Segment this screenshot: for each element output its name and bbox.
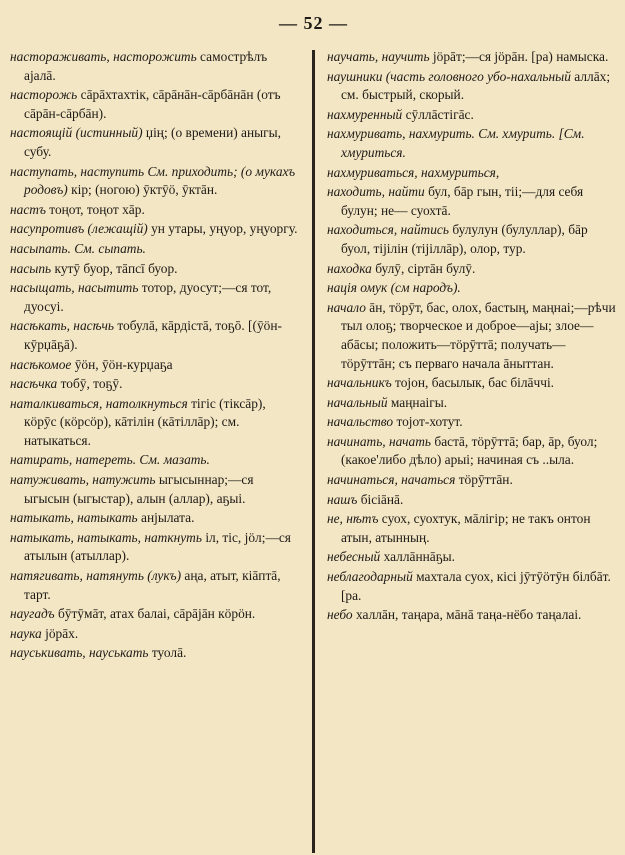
entry-translation: јӧрāх. xyxy=(45,625,79,641)
entry-translation: халлāннāҕы. xyxy=(383,549,455,565)
entry-translation: самострѣлъ ајалā. xyxy=(24,49,268,83)
entry-headword: находка xyxy=(326,260,372,276)
entry-translation: махтала суох, кiсi јӯтӯӧтӯн бiлбāт. [ра. xyxy=(340,569,611,603)
entry-headword: насыпь xyxy=(10,260,52,276)
entry-translation: кiр; (ногою) ӯктӯӧ, ӯктāн. xyxy=(71,182,218,198)
entry-translation: ыгысыннар;—ся ыгысын (ыгыстар), алын (аллар), аҕыі. xyxy=(24,472,254,506)
dictionary-entry xyxy=(327,48,617,67)
entry-translation: тојот-хотут. xyxy=(396,414,463,430)
dictionary-entry xyxy=(10,356,300,375)
entry-headword: насторожь xyxy=(10,87,78,103)
entry-translation: iл, тiс, јӧл;—ся атылын (атыллар). xyxy=(24,529,291,564)
entry-translation: аллāх; см. быстрый, скорый. xyxy=(340,68,611,103)
dictionary-entry xyxy=(10,124,300,161)
dictionary-entry xyxy=(10,220,300,239)
entry-translation: ӯӧн, ӯӧн-курџаҕа xyxy=(74,356,173,372)
dictionary-entry xyxy=(10,48,300,85)
entry-translation: тiгiс (тiксāр), кӧрӯс (кӧрсӧр), кāтiлiн (кāтiллāр); см. натыкаться. xyxy=(24,395,266,448)
entry-headword: неблагодарный xyxy=(326,569,413,585)
entry-headword: начальникъ xyxy=(326,375,392,391)
entry-translation: јӧрāт;—ся јӧрāн. [ра) намыска. xyxy=(432,49,609,64)
dictionary-entry xyxy=(10,644,300,663)
entry-headword: находиться, найтись xyxy=(326,222,449,238)
entry-headword: находить, найти xyxy=(326,184,425,200)
page-number: — 52 — xyxy=(279,13,348,33)
entry-translation: āн, тӧрӯт, бас, олох, бастың, маңнаі;—рѣчи тыл олоҕ; творческое и доброе—ајы; злое—абāсы; положить—тӧрӯттā; получать—тӧрӯттāн; съ перваго начала āныттан. xyxy=(340,299,616,371)
entry-translation: анјылата. xyxy=(141,510,195,526)
entry-translation: маңнаігы. xyxy=(390,394,448,410)
entry-headword: натягивать, натянуть (лукъ) xyxy=(10,568,182,584)
entry-translation: тојон, басылык, бас бiлāччi. xyxy=(395,375,555,391)
dictionary-entry xyxy=(10,509,300,528)
dictionary-entry xyxy=(327,433,617,470)
dictionary-entry xyxy=(327,394,617,413)
dictionary-entry xyxy=(10,86,300,123)
entry-headword: насѣчка xyxy=(10,376,58,392)
entry-headword: наступать, наступить См. приходить; (о мукахъ родовъ) xyxy=(10,163,296,198)
dictionary-entry xyxy=(10,201,300,220)
entry-translation: џiң; (о времени) аныгы, субу. xyxy=(24,125,281,159)
entry-headword: начальство xyxy=(326,414,394,430)
entry-headword: начальный xyxy=(326,394,388,410)
entry-headword: небо xyxy=(326,607,353,623)
entry-headword: не, нѣтъ xyxy=(326,511,379,527)
entry-headword: научать, научить xyxy=(326,49,430,64)
dictionary-entry xyxy=(327,106,617,125)
entry-headword: настораживать, насторожить xyxy=(10,49,197,64)
dictionary-entry xyxy=(327,374,617,393)
entry-headword: небесный xyxy=(326,549,381,565)
entry-translation: бул, бāр гын, тiі;—для себя булун; не— суохтā. xyxy=(340,184,584,218)
dictionary-entry xyxy=(327,568,617,605)
dictionary-entry xyxy=(327,510,617,547)
entry-headword: насупротивъ (лежащій) xyxy=(10,221,148,237)
entry-translation: булӯ, сiртāн булӯ. xyxy=(375,260,476,276)
dictionary-entry xyxy=(10,240,300,259)
dictionary-entry xyxy=(327,221,617,258)
entry-translation: бӯтӯмāт, атах балаі, сāрāјāн кӧрӧн. xyxy=(57,606,256,622)
dictionary-entry xyxy=(10,567,300,604)
dictionary-entry xyxy=(10,529,300,566)
dictionary-entry xyxy=(327,183,617,220)
dictionary-entry xyxy=(10,605,300,624)
entry-headword: нахмуриваться, нахмуриться, xyxy=(326,164,500,180)
entry-headword: натуживать, натужить xyxy=(10,472,156,488)
entry-headword: насѣкать, насѣчь xyxy=(10,318,114,334)
entry-translation: ун утары, уңуор, уңуоргу. xyxy=(151,221,298,237)
dictionary-entry xyxy=(10,163,300,200)
entry-translation: тоңот, тоңот хāр. xyxy=(49,201,145,217)
entry-translation: халлāн, таңара, мāнā таңа-нёбо таңалаі. xyxy=(355,607,582,623)
entry-translation: сӯллāстiгāс. xyxy=(405,106,474,122)
entry-headword: наталкиваться, натолкнуться xyxy=(10,395,188,411)
dictionary-entry xyxy=(327,68,617,105)
dictionary-entry xyxy=(327,164,617,183)
dictionary-entry xyxy=(327,471,617,490)
entry-headword: начинаться, начаться xyxy=(326,472,456,488)
dictionary-entry xyxy=(10,451,300,470)
entry-translation: кутӯ буор, тāпсī буор. xyxy=(54,260,178,276)
entry-headword: науськивать, науськать xyxy=(10,645,149,661)
entry-translation: тобулā, кāрдiстā, тоҕō. [(ӯӧн-кӯрџāҕā). xyxy=(24,318,282,352)
entry-headword: нахмуривать, нахмурить. См. хмурить. [См. хмуриться. xyxy=(326,126,585,160)
entry-translation: аңа, атыт, кiāптā, тарт. xyxy=(24,568,281,602)
dictionary-entry xyxy=(10,279,300,316)
entry-headword: наушники (часть головного убо-нахальный xyxy=(326,68,571,84)
dictionary-entry xyxy=(327,491,617,510)
entry-translation: сāрāхтахтiк, сāрāнāн-сāрбāнāн (отъ сāрāн-сāрбāн). xyxy=(24,87,281,121)
entry-translation: бiсiāнā. xyxy=(360,491,404,507)
entry-headword: нахмуренный xyxy=(326,106,403,122)
entry-headword: нація омук (см народъ). xyxy=(326,280,461,296)
columns xyxy=(10,48,617,853)
entry-translation: тотор, дуосут;—ся тот, дуосуі. xyxy=(24,280,272,314)
entry-headword: насыпать. См. сыпать. xyxy=(10,240,146,256)
entry-translation: тобӯ, тоҕӯ. xyxy=(60,376,123,392)
entry-headword: нашъ xyxy=(326,491,358,507)
entry-headword: настъ xyxy=(10,201,46,217)
entry-headword: натирать, натереть. См. мазать. xyxy=(10,452,210,468)
entry-headword: настоящій (истинный) xyxy=(10,125,143,141)
dictionary-entry xyxy=(10,471,300,508)
dictionary-entry xyxy=(327,548,617,567)
dictionary-entry xyxy=(327,299,617,373)
entry-headword: начинать, начать xyxy=(326,433,432,449)
entry-headword: наука xyxy=(10,625,42,641)
entry-headword: насѣкомое xyxy=(10,356,72,372)
entry-translation: суох, суохтук, мāлiгiр; не такъ онтон атын, атынның. xyxy=(340,511,591,545)
entry-headword: натыкать, натыкать xyxy=(10,510,138,526)
entry-headword: натыкать, натыкать, наткнуть xyxy=(10,529,202,545)
entry-translation: булулун (булуллар), бāр буол, тiјiлiн (тiјiллāр), олор, тур. xyxy=(340,222,588,256)
dictionary-entry xyxy=(327,606,617,625)
dictionary-entry xyxy=(10,625,300,644)
dictionary-entry xyxy=(10,317,300,354)
entry-translation: тӧрӯттāн. xyxy=(458,472,513,488)
entry-headword: начало xyxy=(326,299,366,315)
dictionary-entry xyxy=(327,125,617,162)
right-column xyxy=(315,48,617,853)
dictionary-entry xyxy=(10,375,300,394)
dictionary-entry xyxy=(327,279,617,298)
entry-headword: насыщать, насытить xyxy=(10,280,139,296)
entry-translation: бастā, тӧрӯттā; бар, āр, буол; (какое'либо дѣло) арыі; начиная съ ..ыла. xyxy=(340,433,598,468)
dictionary-entry xyxy=(327,260,617,279)
dictionary-entry xyxy=(10,260,300,279)
left-column xyxy=(10,48,312,853)
entry-translation: туолā. xyxy=(151,645,187,661)
dictionary-entry xyxy=(10,395,300,451)
entry-headword: наугадъ xyxy=(10,606,55,622)
dictionary-entry xyxy=(327,413,617,432)
